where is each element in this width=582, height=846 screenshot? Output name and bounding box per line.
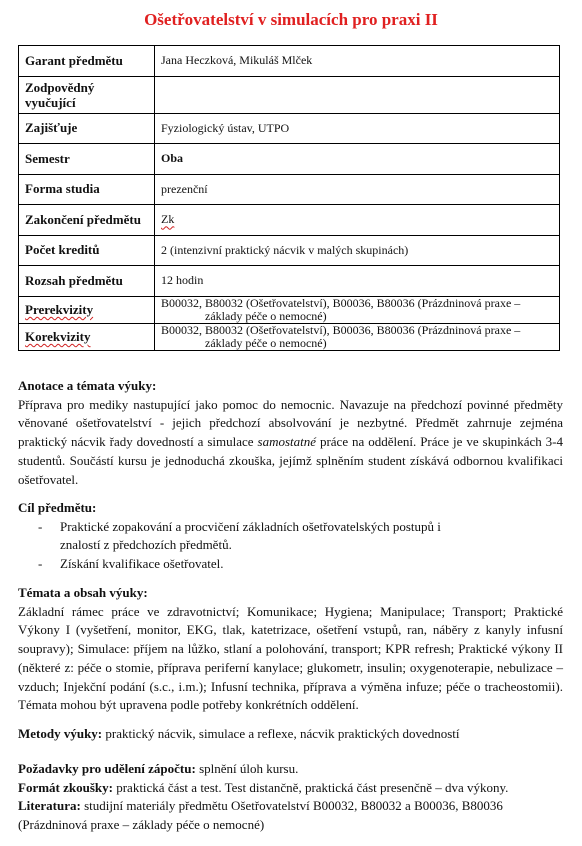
table-row: [19, 46, 560, 77]
row-value-text: Zk: [161, 212, 175, 227]
literature-line: [18, 797, 563, 834]
table-row: [19, 205, 560, 236]
row-value-line: základy péče o nemocné): [205, 335, 327, 350]
row-label: Počet kreditů: [19, 235, 155, 266]
field-label: Metody výuky:: [18, 726, 103, 741]
table-row: [19, 113, 560, 144]
field-label: Požadavky pro udělení zápočtu:: [18, 761, 196, 776]
row-label: Forma studia: [19, 174, 155, 205]
row-value: [155, 76, 560, 113]
row-label: Semestr: [19, 144, 155, 175]
section-text: [18, 396, 563, 490]
table-row: [19, 76, 560, 113]
goal-list: [18, 518, 563, 574]
row-value-line: základy péče o nemocné): [205, 308, 327, 323]
requirements-line: [18, 760, 563, 779]
table-row: [19, 323, 560, 350]
section-temata: [18, 584, 563, 715]
list-item: - Získání kvalifikace ošetřovatel.: [18, 555, 563, 574]
row-value-line: B00032, B80032 (Ošetřovatelství), B00036, B80036 (Prázdninová praxe –: [161, 295, 521, 310]
section-anotace: [18, 377, 563, 489]
row-label: Zodpovědný vyučující: [19, 76, 155, 113]
field-text: praktický nácvik, simulace a reflexe, nácvik praktických dovedností: [102, 726, 460, 741]
row-label: Zakončení předmětu: [19, 205, 155, 236]
exam-format-line: [18, 779, 563, 798]
table-row: [19, 144, 560, 175]
text-emphasis: samostatné: [257, 434, 317, 450]
row-label: [19, 296, 155, 323]
row-label: Zajišťuje: [19, 113, 155, 144]
row-label: Garant předmětu: [19, 46, 155, 77]
field-text: studijní materiály předmětu Ošetřovatelství B00032, B80032 a B00036, B80036 (Prázdninová praxe – základy péče o nemocné): [18, 798, 503, 833]
row-label: [19, 323, 155, 350]
field-text: splnění úloh kursu.: [195, 761, 299, 776]
row-label-text: Prerekvizity: [25, 302, 94, 317]
section-heading: Anotace a témata výuky:: [18, 378, 157, 393]
row-value: Jana Heczková, Mikuláš Mlček: [155, 46, 560, 77]
row-value: Fyziologický ústav, UTPO: [155, 113, 560, 144]
section-heading: Témata a obsah výuky:: [18, 585, 148, 600]
document-title: Ošetřovatelství v simulacích pro praxi II: [144, 10, 438, 29]
row-value: 2 (intenzivní praktický nácvik v malých skupinách): [155, 235, 560, 266]
table-row: [19, 266, 560, 297]
field-label: Formát zkoušky:: [18, 779, 113, 795]
row-value: Oba: [155, 144, 560, 175]
row-value: [155, 205, 560, 236]
row-value: [155, 323, 560, 350]
list-item: - Praktické zopakování a procvičení základních ošetřovatelských postupů i znalostí z předchozích předmětů.: [18, 518, 563, 555]
section-requirements: [18, 760, 563, 835]
row-value: [155, 296, 560, 323]
text-run: Příprava pro mediky nastupující jako pomoc do nemocnic. Navazuje na předchozí povinné předměty věnované ošetřovatelství - jejich předchozí absolvování je nezbytné. Předmět zahrnuje zejména praktický nácvik řady dovedností a simulace: [18, 396, 563, 450]
row-label-text: Korekvizity: [25, 329, 91, 344]
field-label: Literatura:: [18, 798, 81, 814]
field-text: praktická část a test. Test distančně, praktická část presenčně – dva výkony.: [112, 779, 509, 795]
table-row: [19, 174, 560, 205]
row-value: prezenční: [155, 174, 560, 205]
section-cil: [18, 499, 563, 574]
table-row: [19, 296, 560, 323]
course-info-table: [18, 45, 560, 351]
section-text: Základní rámec práce ve zdravotnictví; Komunikace; Hygiena; Manipulace; Transport; Praktické Výkony I (vyšetření, monitor, EKG, tlak, katetrizace, ošetření vstupů, ran, náběry z kanyly infusní soupravy); Simulace: příjem na lůžko, stlaní a polohování, transport; KPR refresh; Praktické výkony II (některé z: péče o stomie, příprava periferní kanylace; glukometr, insulin; oxygenoterapie, nebulizace – vzduch; Injekční podání (s.c., i.m.); Infusní technika, příprava a výměna infuze; péče o tracheostomii). Témata mohou být upravena podle potřeby konkrétních oddělení.: [18, 603, 563, 713]
section-heading: Cíl předmětu:: [18, 500, 97, 515]
row-value: 12 hodin: [155, 266, 560, 297]
section-metody: [18, 725, 563, 744]
row-label: Rozsah předmětu: [19, 266, 155, 297]
text-run: práce na oddělení. Práce je ve skupinkách 3-4 studentů. Součástí kursu je jednoduchá zkouška, jejímž splněním student získává odbornou kvalifikaci ošetřovatel.: [18, 434, 564, 487]
row-value-line: B00032, B80032 (Ošetřovatelství), B00036, B80036 (Prázdninová praxe –: [161, 322, 521, 337]
table-row: [19, 235, 560, 266]
